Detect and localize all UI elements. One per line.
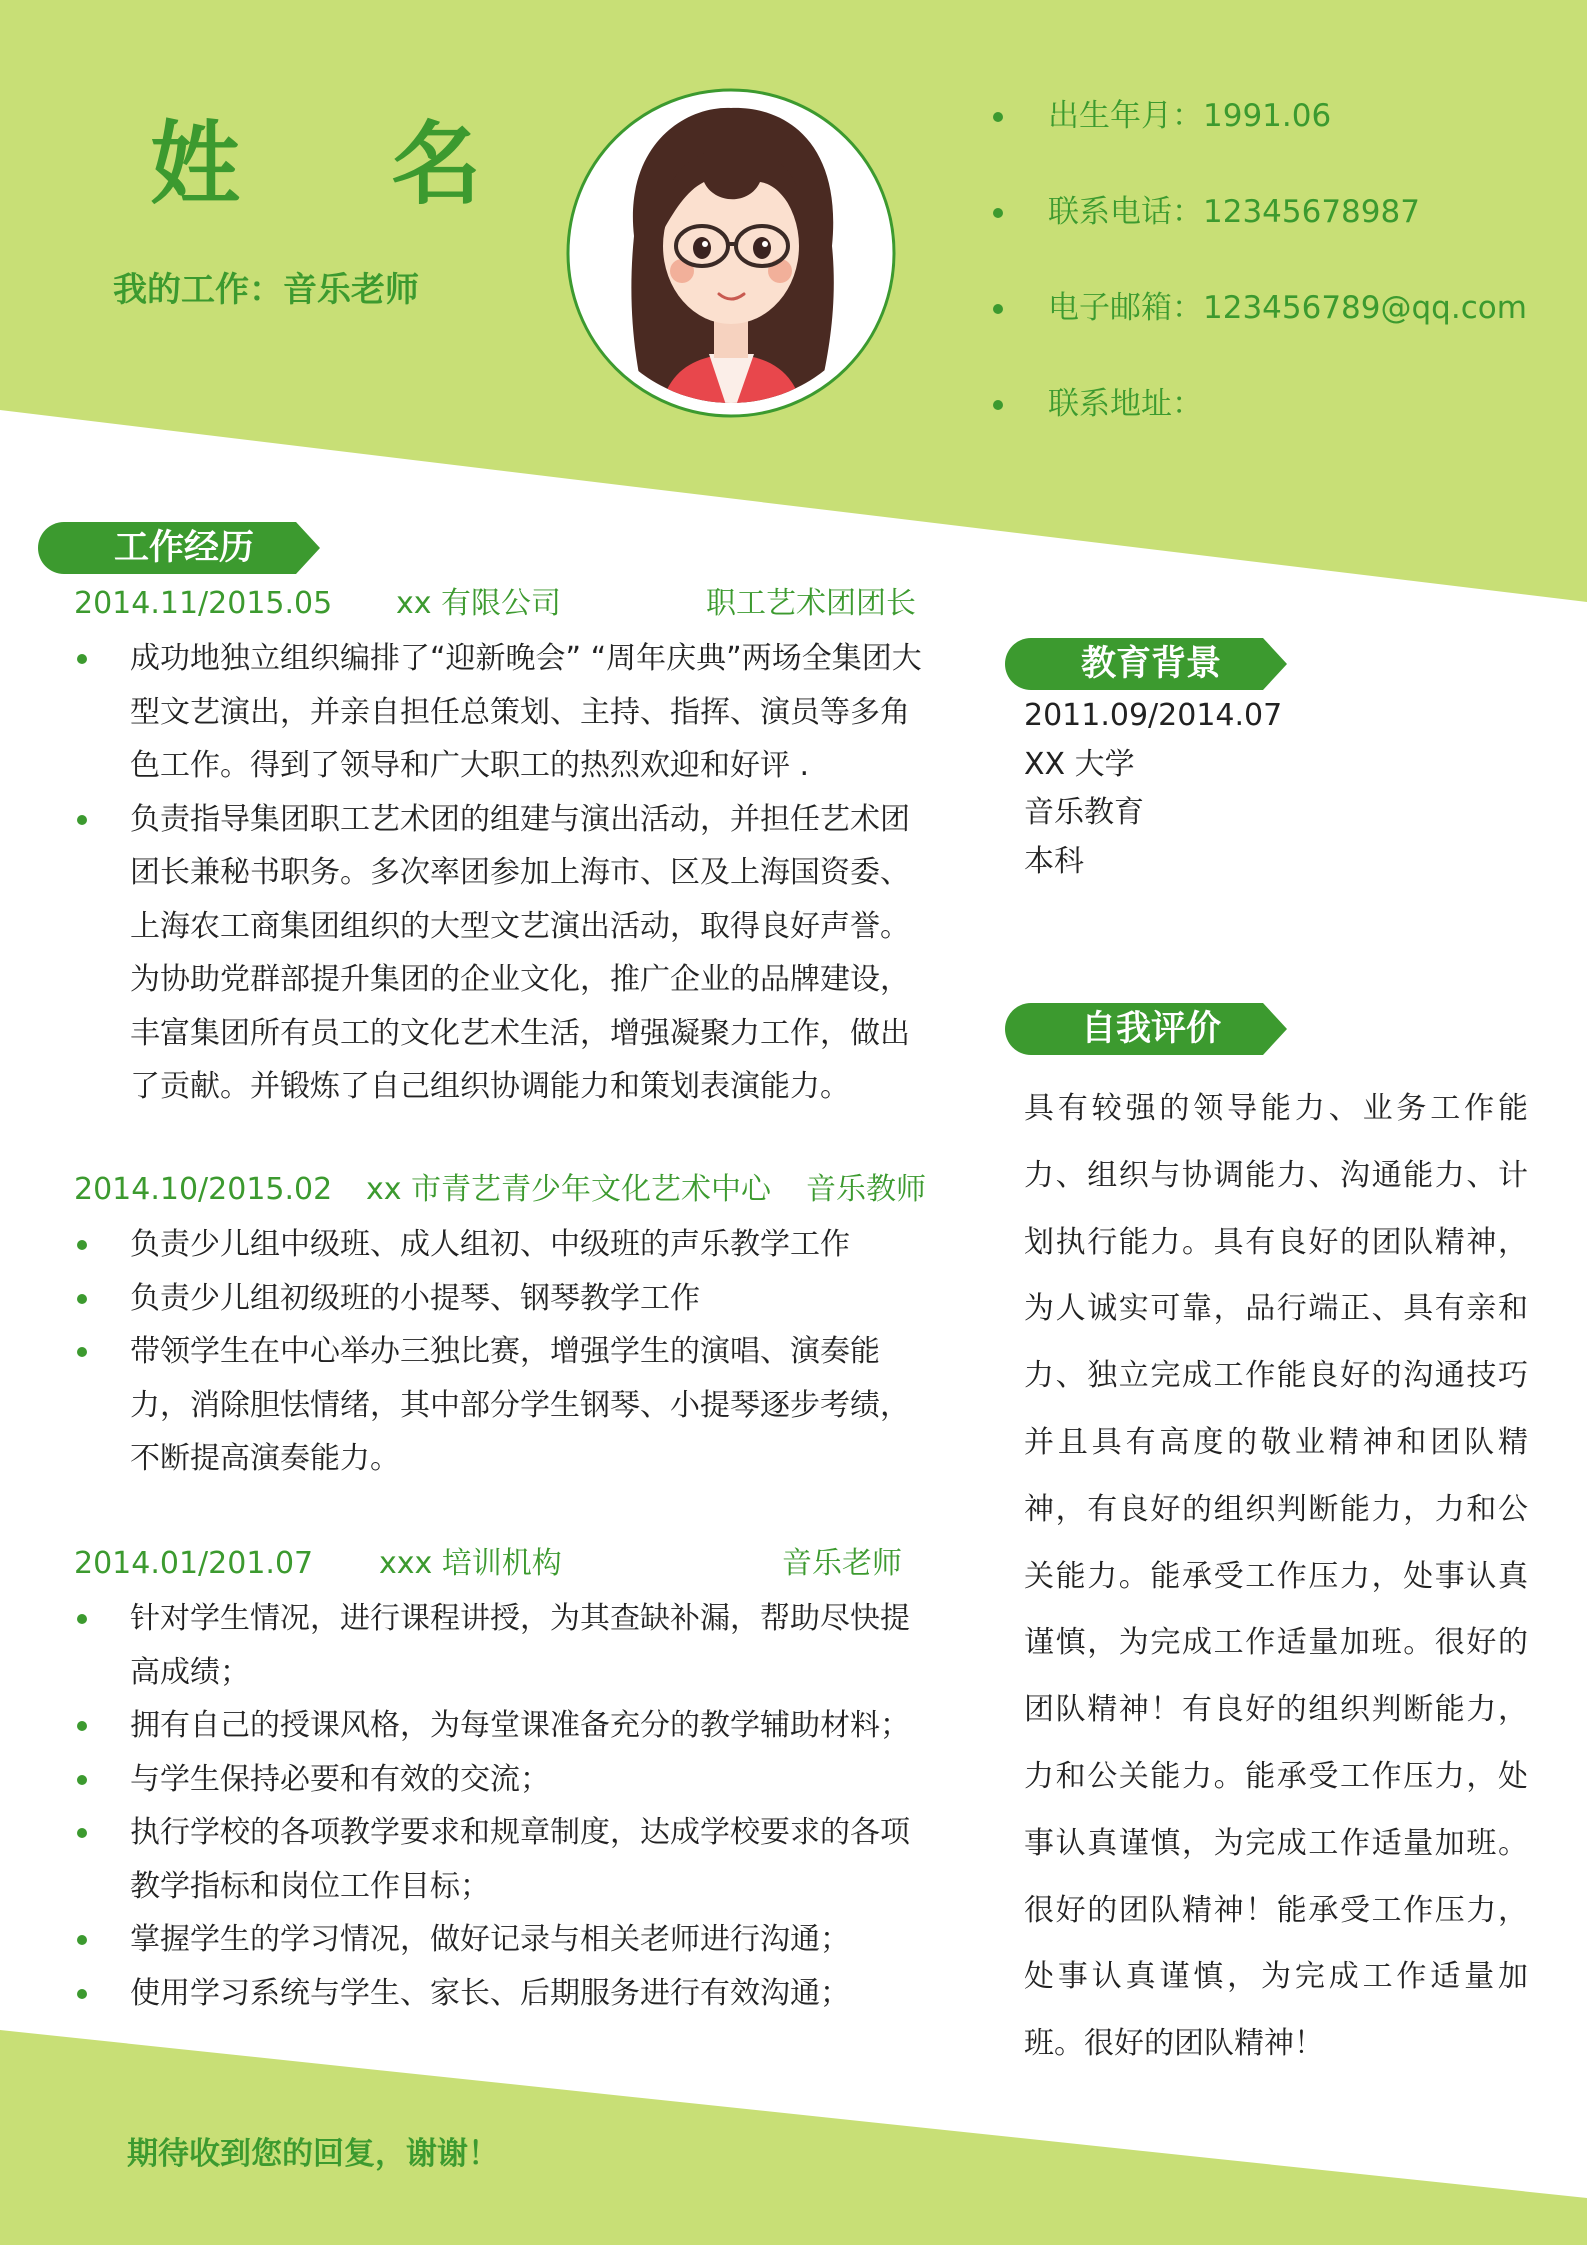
job-2-period: 2014.10/2015.02 — [74, 1172, 333, 1207]
contact-list — [990, 92, 1550, 476]
job-3-company: xxx 培训机构 — [379, 1546, 562, 1581]
self-evaluation-text: 具有较强的领导能力、业务工作能力、组织与协调能力、沟通能力、计划执行能力。具有良好的团队精神，为人诚实可靠，品行端正、具有亲和力、独立完成工作能良好的沟通技巧并且具有高度的敬业精神和团队精神，有良好的组织判断能力，力和公关能力。能承受工作压力，处事认真谨慎，为完成工作适量加班。很好的团队精神！有良好的组织判断能力，力和公关能力。能承受工作压力，处事认真谨慎，为完成工作适量加班。很好的团队精神！能承受工作压力，处事认真谨慎，为完成工作适量加班。很好的团队精神！ — [1024, 1091, 1528, 2062]
contact-email: 电子邮箱：123456789@qq.com — [990, 284, 1550, 380]
list-item: 负责少儿组初级班的小提琴、钢琴教学工作 — [74, 1272, 928, 1326]
job-1-header — [74, 582, 934, 626]
job-3-header — [74, 1542, 934, 1586]
list-item: 与学生保持必要和有效的交流； — [74, 1753, 928, 1807]
job-1-period: 2014.11/2015.05 — [74, 586, 333, 621]
contact-birth: 出生年月：1991.06 — [990, 92, 1550, 188]
job-3-period: 2014.01/201.07 — [74, 1546, 314, 1581]
job-2-position: 音乐教师 — [806, 1172, 926, 1207]
job-3-duties — [74, 1592, 928, 2020]
candidate-name: 姓 名 — [150, 112, 542, 217]
job-1-position: 职工艺术团团长 — [706, 586, 916, 621]
job-2-company: xx 市青艺青少年文化艺术中心 — [366, 1172, 772, 1207]
education-details — [1024, 692, 1282, 886]
list-item: 成功地独立组织编排了“迎新晚会” “周年庆典”两场全集团大型文艺演出，并亲自担任总策划、主持、指挥、演员等多角色工作。得到了领导和广大职工的热烈欢迎和好评 . — [74, 632, 928, 793]
job-2-header — [74, 1168, 934, 1212]
contact-address: 联系地址： — [990, 380, 1550, 476]
job-title: 我的工作：音乐老师 — [113, 270, 419, 310]
section-education-title — [1005, 638, 1287, 690]
education-school: XX 大学 — [1024, 746, 1135, 782]
list-item: 掌握学生的学习情况，做好记录与相关老师进行沟通； — [74, 1913, 928, 1967]
section-education-label: 教育背景 — [1080, 644, 1221, 684]
section-self-title — [1005, 1003, 1287, 1055]
job-2-duties — [74, 1218, 928, 1486]
section-work-label: 工作经历 — [113, 528, 254, 568]
list-item: 针对学生情况，进行课程讲授，为其查缺补漏，帮助尽快提高成绩； — [74, 1592, 928, 1699]
education-period: 2011.09/2014.07 — [1024, 698, 1283, 733]
education-degree: 本科 — [1024, 843, 1084, 879]
section-self-label: 自我评价 — [1080, 1009, 1221, 1049]
list-item: 负责少儿组中级班、成人组初、中级班的声乐教学工作 — [74, 1218, 928, 1272]
list-item: 拥有自己的授课风格，为每堂课准备充分的教学辅助材料； — [74, 1699, 928, 1753]
section-work-title — [38, 522, 320, 574]
list-item: 带领学生在中心举办三独比赛，增强学生的演唱、演奏能力，消除胆怯情绪，其中部分学生钢琴、小提琴逐步考绩，不断提高演奏能力。 — [74, 1325, 928, 1486]
job-1-company: xx 有限公司 — [396, 586, 562, 621]
job-1-duties — [74, 632, 928, 1114]
list-item: 负责指导集团职工艺术团的组建与演出活动，并担任艺术团团长兼秘书职务。多次率团参加上海市、区及上海国资委、上海农工商集团组织的大型文艺演出活动，取得良好声誉。为协助党群部提升集团的企业文化，推广企业的品牌建设，丰富集团所有员工的文化艺术生活，增强凝聚力工作，做出了贡献。并锻炼了自己组织协调能力和策划表演能力。 — [74, 793, 928, 1114]
contact-phone: 联系电话：12345678987 — [990, 188, 1550, 284]
girl-with-glasses-avatar-icon — [564, 86, 898, 420]
education-major: 音乐教育 — [1024, 795, 1144, 830]
footer-message: 期待收到您的回复，谢谢！ — [127, 2136, 499, 2172]
job-3-position: 音乐老师 — [782, 1546, 902, 1581]
list-item: 使用学习系统与学生、家长、后期服务进行有效沟通； — [74, 1967, 928, 2021]
list-item: 执行学校的各项教学要求和规章制度，达成学校要求的各项教学指标和岗位工作目标； — [74, 1806, 928, 1913]
